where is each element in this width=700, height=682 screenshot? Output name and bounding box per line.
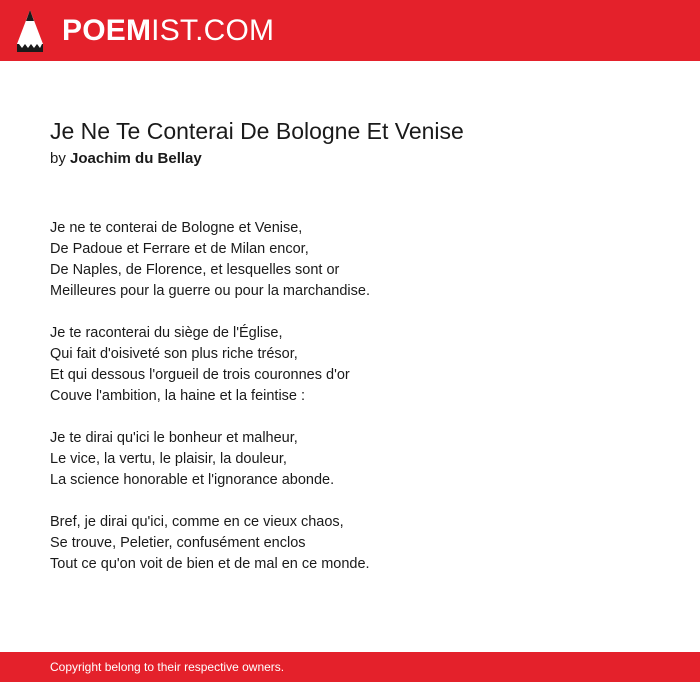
poem-title: Je Ne Te Conterai De Bologne Et Venise bbox=[50, 118, 464, 144]
stanza bbox=[50, 512, 650, 575]
stanza bbox=[50, 323, 650, 407]
author-name: Joachim du Bellay bbox=[70, 150, 202, 167]
poem-line: Je te raconterai du siège de l'Église, bbox=[50, 325, 283, 341]
site-logo-text[interactable] bbox=[62, 14, 274, 48]
site-footer bbox=[0, 652, 700, 682]
poem-line: Meilleures pour la guerre ou pour la marchandise. bbox=[50, 283, 370, 299]
poem-line: Le vice, la vertu, le plaisir, la douleur, bbox=[50, 451, 287, 467]
poem-line: Bref, je dirai qu'ici, comme en ce vieux chaos, bbox=[50, 514, 344, 530]
brand-light-text: IST.COM bbox=[151, 14, 275, 47]
poem-line: Se trouve, Peletier, confusément enclos bbox=[50, 535, 306, 551]
poem-line: De Padoue et Ferrare et de Milan encor, bbox=[50, 241, 309, 257]
poem-line: La science honorable et l'ignorance abonde. bbox=[50, 472, 335, 488]
poem-line: Je ne te conterai de Bologne et Venise, bbox=[50, 220, 303, 236]
brand-bold-text: POEM bbox=[62, 14, 152, 47]
stanza bbox=[50, 428, 650, 491]
byline bbox=[50, 148, 202, 170]
stanza bbox=[50, 218, 650, 302]
pencil-tip-icon[interactable] bbox=[17, 10, 43, 52]
poem-line: De Naples, de Florence, et lesquelles sont or bbox=[50, 262, 340, 278]
by-label: by bbox=[50, 150, 66, 167]
poem-body bbox=[50, 218, 650, 596]
poem-line: Tout ce qu'on voit de bien et de mal en ce monde. bbox=[50, 556, 370, 572]
site-header bbox=[0, 0, 700, 61]
poem-line: Qui fait d'oisiveté son plus riche trésor, bbox=[50, 346, 298, 362]
copyright-notice: Copyright belong to their respective owners. bbox=[50, 660, 285, 674]
poem-line: Couve l'ambition, la haine et la feintise : bbox=[50, 388, 306, 404]
poem-line: Et qui dessous l'orgueil de trois couronnes d'or bbox=[50, 367, 350, 383]
poem-line: Je te dirai qu'ici le bonheur et malheur, bbox=[50, 430, 298, 446]
